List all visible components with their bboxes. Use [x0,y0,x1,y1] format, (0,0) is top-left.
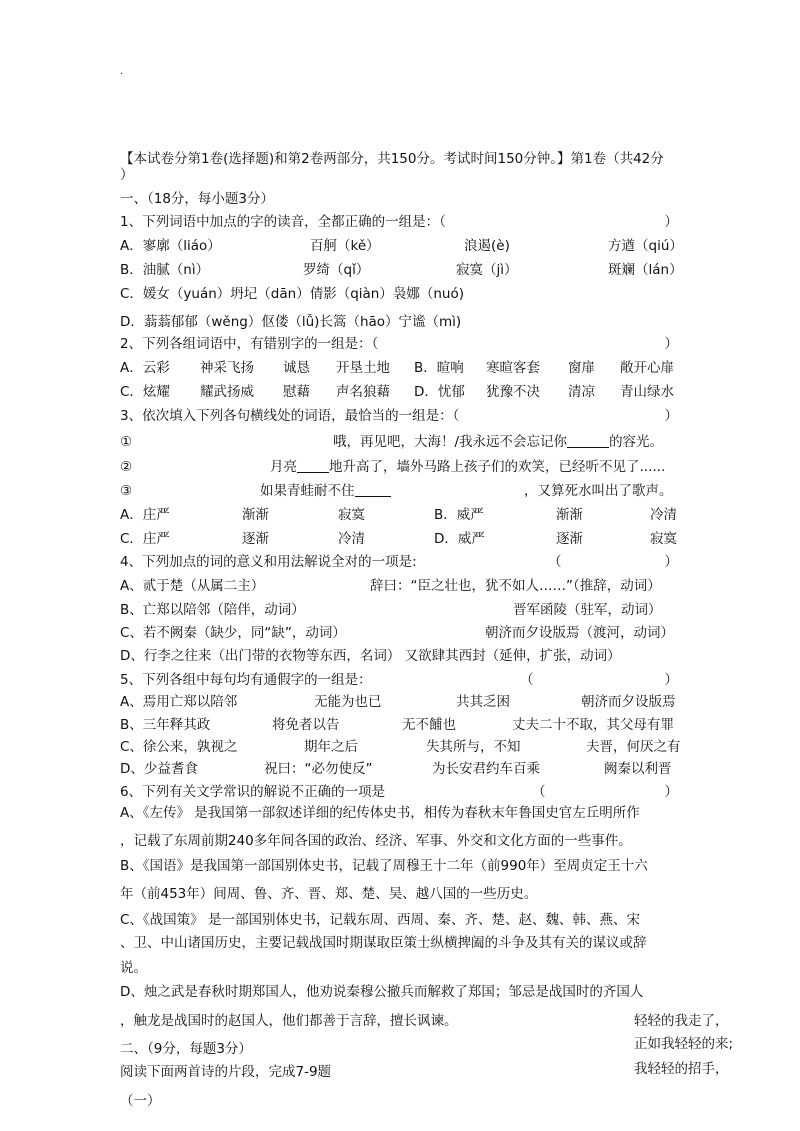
q3-c-3: 冷清 [338,531,365,547]
q2-d-4: 青山绿水 [620,384,674,400]
q5-d-4: 阙秦以利晋 [604,761,672,777]
q3-b-3: 冷清 [650,507,677,523]
q3-s1-before: 哦，再见吧，大海！/我永远不会忘记你 [333,434,568,450]
q3-d-3: 寂寞 [650,531,677,547]
q6-answer-paren: ） [664,784,678,800]
q3-s2-mark: ② [120,459,133,475]
q4-a-2: 辞曰：“臣之壮也，犹不如人……”（推辞，动词） [370,578,661,594]
section-one-heading: 一、（18分，每小题3分） [120,191,275,207]
q2-b-2: 寒暄客套 [486,360,540,376]
q4-option-d: D、行李之往来（出门带的衣物等东西，名词） 又欲肆其西封（延伸，扩张，动词） [120,648,621,664]
q6-b-line1: B、《国语》是我国第一部国别体史书，记载了周穆王十二年（前990年）至周贞定王十六 [120,858,648,874]
q3-a-2: 渐渐 [242,507,269,523]
q5-c-3: 失其所与，不知 [426,739,521,755]
q2-b-3: 窗扉 [568,360,595,376]
q5-paren-open: （ [520,672,534,688]
q2-d-1: D．忧郁 [414,384,465,400]
q5-d-3: 为长安君约车百乘 [432,761,540,777]
q1-b-3: 寂寞（jì） [456,262,518,278]
header-mark: . [120,66,124,77]
q3-s1-mark: ① [120,434,133,450]
q2-c-4: 声名狼藉 [336,384,390,400]
q4-answer-paren: ） [664,554,678,570]
q1-a-4: 方遒（qiú） [608,238,683,254]
reading-instruction: 阅读下面两首诗的片段，完成7-9题 [120,1064,332,1080]
q6-stem: 6、下列有关文学常识的解说不正确的一项是 [120,784,386,800]
q3-b-1: B．威严 [434,507,484,523]
q5-a-4: 朝济而夕设版焉 [581,694,676,710]
q2-b-1: B．暄响 [414,360,464,376]
q2-d-2: 犹豫不决 [486,384,540,400]
q3-s2-before: 月亮 [270,459,297,475]
q2-a-1: A．云彩 [120,360,170,376]
q5-answer-paren: ） [664,672,678,688]
q6-b-line2: 年（前453年）间周、鲁、齐、晋、郑、楚、吴、越八国的一些历史。 [120,886,538,902]
q5-c-4: 夫晋，何厌之有 [586,739,681,755]
q6-a-line2: ，记载了东周前期240多年间各国的政治、经济、军事、外交和文化方面的一些事件。 [120,833,632,849]
q1-a-1: A．寥廓（liáo） [120,238,221,254]
q3-stem: 3、依次填入下列各句横线处的词语，最恰当的一组是：（ [120,408,460,424]
q4-c-1: C、若不阙秦（缺少，同“缺”，动词） [120,625,346,641]
q1-b-4: 斑斓（lán） [608,262,683,278]
q4-b-1: B、亡郑以陪邻（陪伴，动词） [120,602,305,618]
q5-stem: 5、下列各组中每句均有通假字的一组是： [120,672,372,688]
q5-b-1: B、三年释其政 [120,717,211,733]
q1-stem: 1、下列词语中加点的字的读音，全都正确的一组是：（ [120,214,446,230]
q3-s3-after: ，又算死水叫出了歌声。 [524,483,673,499]
q1-a-3: 浪遏(è) [464,238,510,254]
q5-b-4: 丈夫二十不取，其父母有罪 [512,717,674,733]
exam-intro-close: ） [120,167,134,183]
q3-s1-text [333,433,663,451]
q6-c-line2: 、卫、中山诸国历史，主要记载战国时期谋取臣策士纵横捭阖的斗争及其有关的谋议或辞 [120,935,647,951]
q3-c-2: 逐渐 [242,531,269,547]
q6-a-line1: A、《左传》 是我国第一部叙述详细的纪传体史书，相传为春秋末年鲁国史官左丘明所作 [120,805,640,821]
q5-b-3: 无不餔也 [402,717,456,733]
exam-intro: 【本试卷分第1卷(选择题)和第2卷两部分，共150分。考试时间150分钟。】第1卷（共42分 [120,151,664,167]
q6-c-line3: 说。 [120,960,147,976]
q5-a-1: A、焉用亡郑以陪邻 [120,694,238,710]
section-two-heading: 二、（9分，每题3分） [120,1041,252,1057]
q1-b-2: 罗绮（qǐ） [303,262,370,278]
q1-b-1: B．油腻（nì） [120,262,210,278]
q6-paren-open: （ [532,784,546,800]
q3-s1-after: 的容光。 [609,434,664,450]
q1-answer-paren: ） [664,214,678,230]
q3-s1-blank[interactable] [567,433,609,448]
q6-d-line1: D、烛之武是春秋时期郑国人，他劝说秦穆公撤兵而解救了郑国；邹忌是战国时的齐国人 [120,984,644,1000]
q2-a-3: 诚恳 [283,360,310,376]
q5-c-2: 期年之后 [304,739,358,755]
poem-line-1: 轻轻的我走了， [634,1013,729,1029]
q4-b-2: 晋军函陵（驻军，动词） [513,602,662,618]
q2-a-2: 神采飞扬 [200,360,254,376]
q4-stem: 4、下列加点的词的意义和用法解说全对的一项是: [120,554,417,570]
q5-d-2: 祝曰：“必勿使反” [264,761,373,777]
q5-a-3: 共其乏困 [456,694,510,710]
q3-s3-mark: ③ [120,483,133,499]
q3-a-3: 寂寞 [338,507,365,523]
q2-stem: 2、下列各组词语中，有错别字的一组是：（ [120,336,379,352]
q5-c-1: C、徐公来，孰视之 [120,739,238,755]
poem-line-2: 正如我轻轻的来; [634,1036,734,1052]
q3-c-1: C．庄严 [120,531,170,547]
q2-answer-paren: ） [664,336,678,352]
q3-d-2: 逐渐 [556,531,583,547]
q3-s3-blank[interactable] [355,482,391,497]
q3-answer-paren: ） [664,408,678,424]
q3-s3-text [260,482,391,500]
q1-option-c: C．媛女（yuán）坍圮（dān）倩影（qiàn）袅娜（nuó) [120,286,464,302]
q2-c-1: C．炫耀 [120,384,170,400]
q6-c-line1: C、《战国策》 是一部国别体史书，记载东周、西周、秦、齐、楚、赵、魏、韩、燕、宋 [120,912,640,928]
q2-c-2: 耀武扬威 [200,384,254,400]
q6-d-line2: ，触龙是战国时的赵国人，他们都善于言辞，擅长讽谏。 [120,1013,458,1029]
poem-line-3: 我轻轻的招手， [634,1061,729,1077]
q3-d-1: D．威严 [434,531,485,547]
q5-a-2: 无能为也已 [314,694,382,710]
q2-d-3: 清凉 [568,384,595,400]
part-one-label: （一） [120,1093,161,1109]
q3-b-2: 渐渐 [556,507,583,523]
q3-s2-after: 地升高了，墙外马路上孩子们的欢笑，已经听不见了...... [329,459,666,475]
q3-s2-blank[interactable] [297,458,329,473]
q1-option-d: D．蓊蓊郁郁（wěng）伛偻（lǚ)长篙（hāo）宁谧（mì) [120,314,462,330]
q4-a-1: A、贰于楚（从属二主） [120,578,265,594]
q5-b-2: 将免者以告 [272,717,340,733]
q3-s2-text [270,458,665,476]
q2-a-4: 开垦土地 [336,360,390,376]
q2-b-4: 敞开心扉 [620,360,674,376]
q3-a-1: A．庄严 [120,507,170,523]
q4-c-2: 朝济而夕设版焉（渡河，动词） [485,625,674,641]
q4-paren-open: （ [548,554,562,570]
q1-a-2: 百舸（kě） [310,238,380,254]
q3-s3-before: 如果青蛙耐不住 [260,483,355,499]
q2-c-3: 慰藉 [283,384,310,400]
q5-d-1: D、少益耆食 [120,761,198,777]
